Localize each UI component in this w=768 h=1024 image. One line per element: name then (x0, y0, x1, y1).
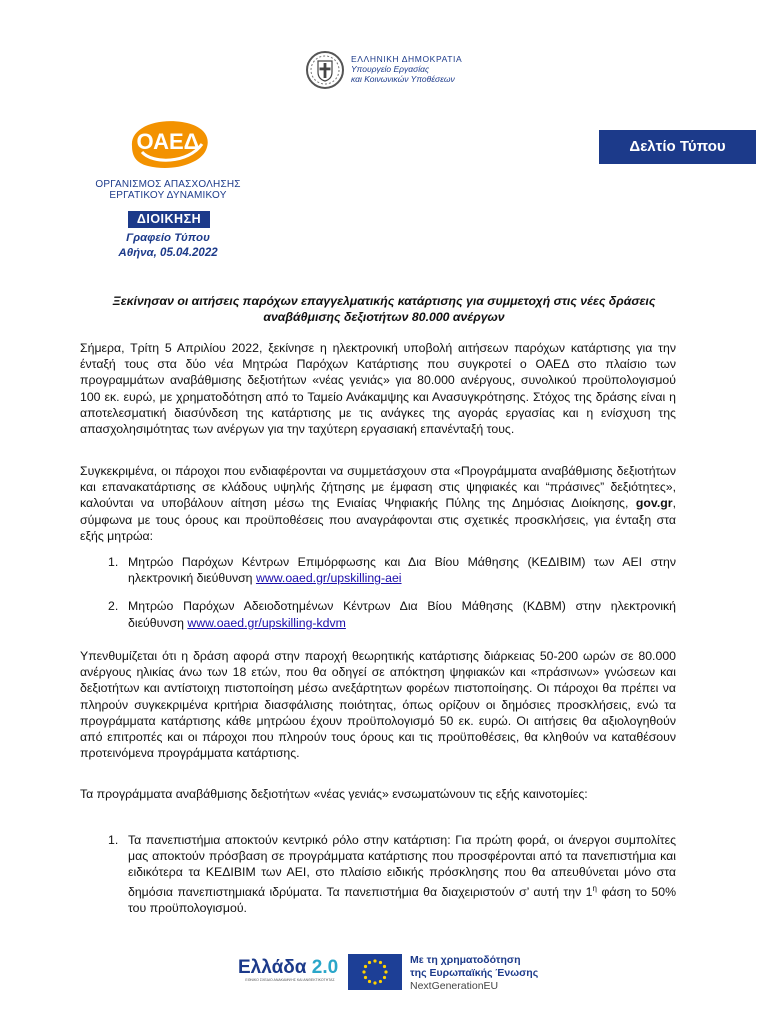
oaed-logo (122, 116, 214, 172)
ministry-name-line2: και Κοινωνικών Υποθέσεων (351, 74, 455, 84)
innovations-list (108, 832, 677, 916)
eu-funding-text (410, 954, 538, 993)
organization-name (82, 179, 254, 201)
press-release-badge: Δελτίο Τύπου (599, 130, 756, 164)
paragraph-innovations-intro: Τα προγράμματα αναβάθμισης δεξιοτήτων «νέας γενιάς» ενσωματώνουν τις εξής καινοτομίες: (80, 787, 588, 801)
registry-list (108, 554, 676, 643)
administration-label: ΔΙΟΙΚΗΣΗ (128, 211, 210, 228)
greece-2-0-word: Ελλάδα (238, 957, 307, 978)
paragraph-registration-text-b: , σύμφωνα με τους όρους και προϋποθέσεις που αναγράφονται στις σχετικές προσκλήσεις, για ένταξη στα εξής μητρώα: (80, 496, 676, 543)
headline: Ξεκίνησαν οι αιτήσεις παρόχων επαγγελματικής κατάρτισης για συμμετοχή στις νέες δράσεις αναβάθμισης δεξιοτήτων 80.000 ανέργων (112, 294, 656, 324)
paragraph-reminder: Υπενθυμίζεται ότι η δράση αφορά στην παροχή θεωρητικής κατάρτισης διάρκειας 50-200 ωρών σε 80.000 ανέργους ηλικίας άνω των 18 ετών, που θα οδηγεί σε απόκτηση ψηφιακών και «πράσινων» γνώσεων και δεξιοτήτων και αντίστοιχη πιστοποίηση μέσω ανεξάρτητων φορέων πιστοποίησης. Οι πάροχοι θα πρέπει να πληρούν συγκεκριμένα κριτήρια διασφάλισης ποιότητας, όπως ορίζουν οι δημόσιες προσκλήσεις, ενώ τα προγράμματα κατάρτισης κάθε μητρώου έχουν προϋπολογισμό 50 εκ. ευρώ. Οι αιτήσεις θα αξιολογηθούν από επιτροπές και οι πάροχοι που πληρούν τους όρους και τις προϋποθέσεις, θα κληθούν να καταθέσουν προτεινόμενα προγράμματα κατάρτισης. (80, 649, 676, 761)
eu-flag-icon (348, 954, 402, 990)
org-name-line2: ΕΡΓΑΤΙΚΟΥ ΔΥΝΑΜΙΚΟΥ (109, 190, 227, 201)
list-item (108, 554, 676, 586)
upskilling-aei-link[interactable]: www.oaed.gr/upskilling-aei (255, 571, 402, 586)
ministry-header (305, 50, 505, 92)
paragraph-intro: Σήμερα, Τρίτη 5 Απριλίου 2022, ξεκίνησε η ηλεκτρονική υποβολή αιτήσεων παρόχων κατάρτισης για την ένταξή τους στα δύο νέα Μητρώα Παρόχων Κατάρτισης που συγκροτεί ο ΟΑΕΔ στο πλαίσιο των προγραμμάτων αναβάθμισης δεξιοτήτων «νέας γενιάς» για 80.000 ανέργους, συνολικού προϋπολογισμού 100 εκ. ευρώ, με χρηματοδότηση από το Ταμείο Ανάκαμψης και Ανασυγκρότησης. Στόχος της δράσης είναι η αποτελεσματική διασύνδεση της κατάρτισης με τις ανάγκες της αγοράς εργασίας και η ενίσχυση της απασχολησιμότητας των ανέργων για την ταχύτερη εργασιακή επανένταξή τους. (80, 341, 676, 437)
oaed-logo-text: ΟΑΕΔ (136, 129, 200, 154)
eu-funding-line1: Με τη χρηματοδότηση (410, 954, 521, 966)
ministry-text (351, 54, 462, 84)
greek-coat-of-arms-icon (305, 50, 345, 90)
org-name-line1: ΟΡΓΑΝΙΣΜΟΣ ΑΠΑΣΧΟΛΗΣΗΣ (95, 179, 241, 190)
press-office-label: Γραφείο Τύπου (126, 232, 210, 244)
list-item-number: 1. (108, 833, 119, 847)
list-item (108, 598, 676, 630)
greece-2-0-logo (238, 958, 342, 983)
superscript: η (592, 883, 597, 893)
press-date: Αθήνα, 05.04.2022 (118, 247, 218, 259)
eu-funding-line2: της Ευρωπαϊκής Ένωσης (410, 967, 539, 979)
ministry-name-line1: Υπουργείο Εργασίας (351, 64, 430, 74)
list-item-number: 1. (108, 555, 119, 569)
greece-2-0-subtitle: ΕΘΝΙΚΟ ΣΧΕΔΙΟ ΑΝΑΚΑΜΨΗΣ ΚΑΙ ΑΝΘΕΚΤΙΚΟΤΗΤΑΣ (245, 978, 335, 982)
ministry-country: ΕΛΛΗΝΙΚΗ ΔΗΜΟΚΡΑΤΙΑ (351, 54, 463, 64)
list-item-text: Τα πανεπιστήμια αποκτούν κεντρικό ρόλο στην κατάρτιση: Για πρώτη φορά, οι άνεργοι συμπολίτες μας αποκτούν πρόσβαση σε προγράμματα κατάρτισης που προσφέρονται από τα πανεπιστήμια και ειδικότερα τα ΚΕΔΙΒΙΜ των ΑΕΙ, στο πλαίσιο ειδικής πρόσκλησης που θα απευθύνεται μόνο στα δημόσια πανεπιστημιακά ιδρύματα. Τα πανεπιστήμια θα διαχειριστούν σ’ αυτή την 1 (128, 833, 676, 899)
next-generation-eu: NextGenerationEU (410, 980, 499, 992)
greece-2-0-number: 2.0 (311, 957, 339, 978)
list-item-text: Μητρώο Παρόχων Αδειοδοτημένων Κέντρων Δια Βίου Μάθησης (ΚΔΒΜ) στην ηλεκτρονική διεύθυνση (128, 599, 676, 630)
list-item (108, 832, 677, 916)
paragraph-registration-text-a: Συγκεκριμένα, οι πάροχοι που ενδιαφέρονται να συμμετάσχουν στα «Προγράμματα αναβάθμισης δεξιοτήτων και επανακατάρτισης σε κλάδους υψηλής ζήτησης με έμφαση στις ψηφιακές και “πράσινες” δεξιότητες», καλούνται να υποβάλουν αίτηση μέσω της Ενιαίας Ψηφιακής Πύλης της Δημόσιας Διοίκησης, (80, 464, 676, 511)
list-item-number: 2. (108, 599, 119, 614)
paragraph-registration (80, 463, 676, 544)
govgr-label: gov.gr (635, 496, 673, 511)
list-item-text-end: φάση το 50% του προϋπολογισμού. (128, 884, 677, 915)
upskilling-kdvm-link[interactable]: www.oaed.gr/upskilling-kdvm (187, 615, 346, 630)
list-item-text: Μητρώο Παρόχων Κέντρων Επιμόρφωσης και Δια Βίου Μάθησης (ΚΕΔΙΒΙΜ) των ΑΕΙ στην ηλεκτρονική διεύθυνση (128, 555, 676, 586)
